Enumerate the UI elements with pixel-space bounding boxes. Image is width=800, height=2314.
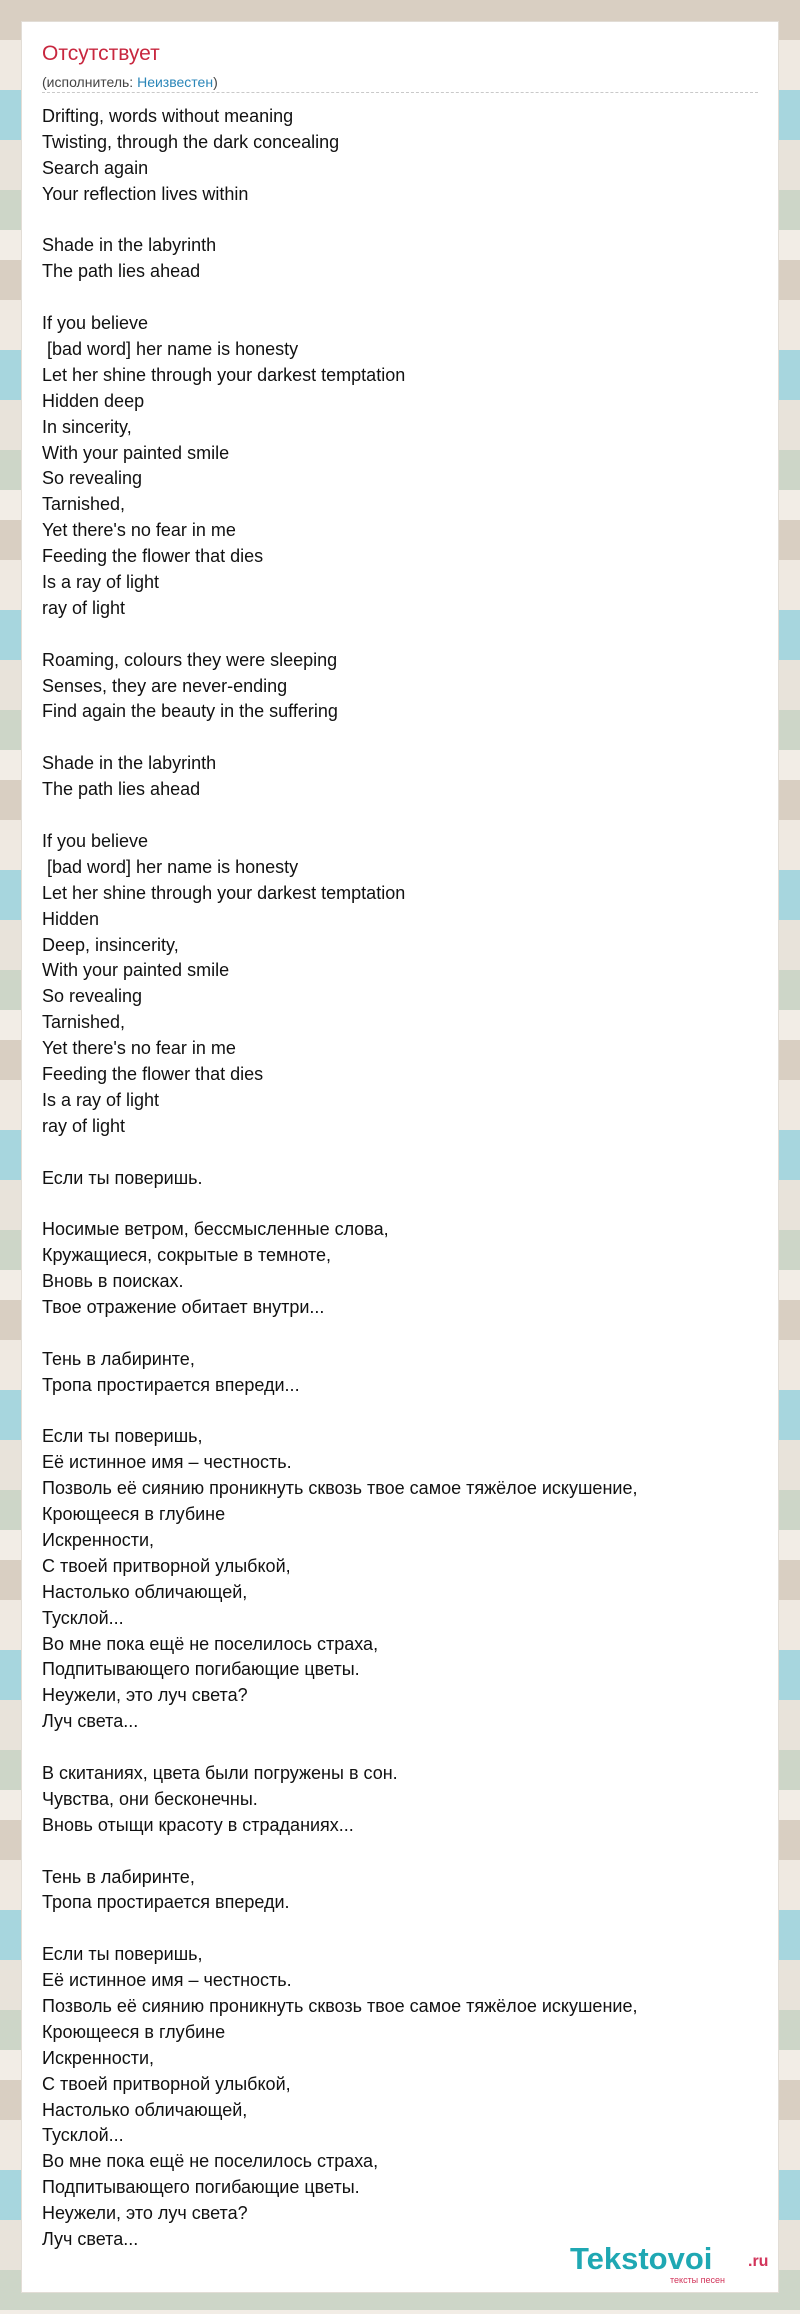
lyric-line: Feeding the flower that dies (42, 1063, 264, 1084)
lyric-blank-line (42, 1140, 637, 1166)
lyric-line: In sincerity, (42, 416, 132, 437)
lyric-line: Во мне пока ещё не поселилось страха, (42, 2151, 379, 2172)
lyric-line: Если ты поверишь, (42, 1944, 203, 1965)
lyric-blank-line (42, 803, 637, 829)
lyric-line: If you believe (42, 830, 149, 851)
lyric-blank-line (42, 285, 637, 311)
lyric-line: Искренности, (42, 1529, 155, 1550)
lyric-line: Вновь отыщи красоту в страданиях... (42, 1814, 354, 1835)
lyric-line: Если ты поверишь. (42, 1167, 203, 1188)
logo-tld: .ru (748, 2253, 769, 2270)
lyric-line: Позволь её сиянию проникнуть сквозь твое самое тяжёлое искушение, (42, 1478, 638, 1499)
lyric-line: Twisting, through the dark concealing (42, 131, 340, 152)
lyric-line: Senses, they are never-ending (42, 675, 288, 696)
site-logo[interactable] (570, 2241, 780, 2289)
lyric-line: Её истинное имя – честность. (42, 1452, 292, 1473)
lyric-line: Тропа простирается впереди. (42, 1892, 290, 1913)
lyric-line: Позволь её сиянию проникнуть сквозь твое самое тяжёлое искушение, (42, 1996, 638, 2017)
lyric-line: Let her shine through your darkest temptation (42, 882, 406, 903)
lyric-line: С твоей притворной улыбкой, (42, 2073, 291, 2094)
lyric-line: ray of light (42, 597, 126, 618)
logo-main: Tekstovoi (570, 2241, 713, 2276)
lyric-line: Tarnished, (42, 494, 126, 515)
lyric-line: Твое отражение обитает внутри... (42, 1296, 325, 1317)
lyric-line: Настолько обличающей, (42, 2099, 248, 2120)
lyric-line: With your painted smile (42, 442, 230, 463)
logo-tagline: тексты песен (670, 2275, 726, 2285)
lyric-line: Drifting, words without meaning (42, 106, 294, 126)
lyric-line: Во мне пока ещё не поселилось страха, (42, 1633, 379, 1654)
lyric-line: Search again (42, 157, 149, 178)
artist-line (42, 74, 218, 90)
lyric-line: ray of light (42, 1115, 126, 1136)
lyric-line: Чувства, они бесконечны. (42, 1788, 258, 1809)
lyric-line: [bad word] her name is honesty (42, 856, 299, 877)
lyric-line: [bad word] her name is honesty (42, 339, 299, 360)
lyric-line: The path lies ahead (42, 779, 201, 800)
lyric-blank-line (42, 1735, 637, 1761)
artist-prefix: (исполнитель: (42, 74, 138, 90)
lyric-line: Вновь в поисках. (42, 1271, 184, 1292)
lyric-line: Кроющееся в глубине (42, 1504, 226, 1525)
lyrics-text (42, 104, 637, 2253)
lyric-line: Feeding the flower that dies (42, 546, 264, 567)
lyric-line: Yet there's no fear in me (42, 1038, 236, 1059)
lyric-line: Луч света... (42, 1711, 139, 1732)
lyric-blank-line (42, 1399, 637, 1425)
lyric-line: Кружащиеся, сокрытые в темноте, (42, 1245, 332, 1266)
lyric-line: Настолько обличающей, (42, 1581, 248, 1602)
lyric-line: Shade in the labyrinth (42, 753, 217, 774)
lyric-line: Носимые ветром, бессмысленные слова, (42, 1219, 389, 1240)
lyric-line: Тень в лабиринте, (42, 1348, 195, 1369)
lyric-line: В скитаниях, цвета были погружены в сон. (42, 1763, 398, 1783)
lyric-line: Is a ray of light (42, 1089, 160, 1110)
lyric-line: Hidden deep (42, 390, 145, 411)
lyric-line: Find again the beauty in the suffering (42, 701, 338, 722)
lyric-line: Shade in the labyrinth (42, 235, 217, 256)
lyric-line: With your painted smile (42, 960, 230, 981)
lyric-line: Deep, insincerity, (42, 934, 179, 955)
lyric-blank-line (42, 1839, 637, 1865)
lyric-blank-line (42, 725, 637, 751)
lyric-line: Тропа простирается впереди... (42, 1374, 300, 1395)
lyric-blank-line (42, 208, 637, 234)
lyric-line: Тень в лабиринте, (42, 1866, 195, 1887)
lyric-line: С твоей притворной улыбкой, (42, 1555, 291, 1576)
lyric-line: Tarnished, (42, 1012, 126, 1033)
lyric-line: Если ты поверишь, (42, 1426, 203, 1447)
lyric-line: Подпитывающего погибающие цветы. (42, 2177, 360, 2198)
lyric-line: Неужели, это луч света? (42, 2203, 248, 2224)
lyric-line: Тусклой... (42, 2125, 124, 2146)
lyric-line: Your reflection lives within (42, 183, 249, 204)
lyric-line: So revealing (42, 986, 143, 1007)
lyric-blank-line (42, 622, 637, 648)
lyric-line: Roaming, colours they were sleeping (42, 649, 338, 670)
artist-suffix: ) (213, 74, 218, 90)
lyric-line: Let her shine through your darkest temptation (42, 364, 406, 385)
lyric-line: So revealing (42, 468, 143, 489)
lyric-blank-line (42, 1191, 637, 1217)
lyric-line: The path lies ahead (42, 261, 201, 282)
lyric-line: Yet there's no fear in me (42, 520, 236, 541)
lyric-line: Искренности, (42, 2047, 155, 2068)
lyric-blank-line (42, 1916, 637, 1942)
lyric-line: Неужели, это луч света? (42, 1685, 248, 1706)
song-title: Отсутствует (42, 42, 160, 65)
lyric-line: If you believe (42, 313, 149, 334)
divider (42, 92, 758, 93)
lyrics-card (22, 22, 778, 2292)
lyric-blank-line (42, 1321, 637, 1347)
lyric-line: Тусклой... (42, 1607, 124, 1628)
lyric-line: Луч света... (42, 2229, 139, 2250)
lyric-line: Кроющееся в глубине (42, 2021, 226, 2042)
lyric-line: Hidden (42, 908, 100, 929)
lyric-line: Её истинное имя – честность. (42, 1970, 292, 1991)
artist-link[interactable]: Неизвестен (137, 74, 214, 90)
lyric-line: Is a ray of light (42, 572, 160, 593)
lyric-line: Подпитывающего погибающие цветы. (42, 1659, 360, 1680)
